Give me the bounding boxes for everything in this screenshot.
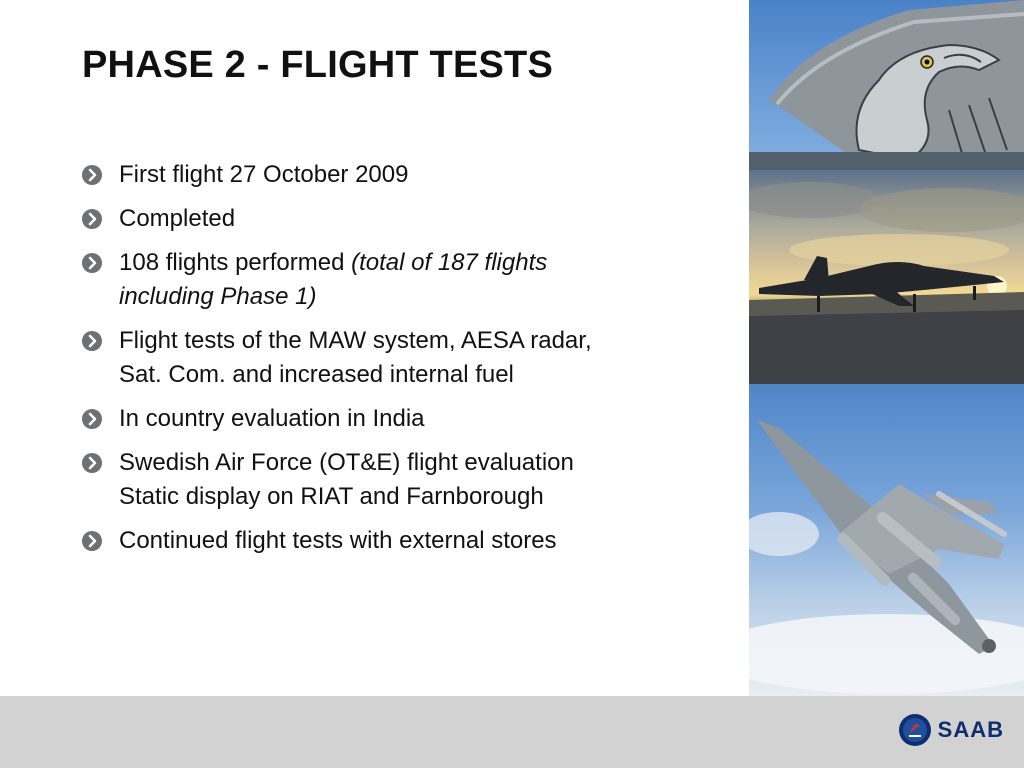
saab-logo <box>898 713 1004 747</box>
bullet-text-line1: Flight tests of the MAW system, AESA radar, <box>119 327 592 354</box>
bullet-flights-performed <box>82 246 722 314</box>
bullet-note: (total of 187 flights <box>351 249 548 276</box>
bullet-first-flight <box>82 158 722 192</box>
bullet-note-continued: including Phase 1) <box>119 283 317 310</box>
bullet-india-evaluation <box>82 402 722 436</box>
jet-in-flight-with-stores-image <box>749 384 1024 696</box>
bullet-text: First flight 27 October 2009 <box>119 161 409 188</box>
chevron-right-icon <box>82 409 102 429</box>
bullet-swedish-air-force <box>82 446 722 514</box>
chevron-right-icon <box>82 253 102 273</box>
bullet-list <box>82 158 722 568</box>
chevron-right-icon <box>82 453 102 473</box>
bullet-text: 108 flights performed <box>119 249 352 276</box>
slide-title: PHASE 2 - FLIGHT TESTS <box>82 44 553 86</box>
chevron-right-icon <box>82 209 102 229</box>
saab-wordmark: SAAB <box>937 717 1004 742</box>
bullet-text: Completed <box>119 205 236 232</box>
bullet-text: Continued flight tests with external stores <box>119 527 557 554</box>
bullet-text: In country evaluation in India <box>119 405 425 432</box>
footer-bar <box>0 696 1024 768</box>
bullet-completed <box>82 202 722 236</box>
bullet-text-line2: Static display on RIAT and Farnborough <box>119 483 544 510</box>
bullet-flight-tests-systems <box>82 324 722 392</box>
bullet-text-line2: Sat. Com. and increased internal fuel <box>119 361 514 388</box>
eagle-tail-emblem-image <box>749 0 1024 170</box>
bullet-external-stores <box>82 524 722 558</box>
chevron-right-icon <box>82 531 102 551</box>
chevron-right-icon <box>82 165 102 185</box>
jet-on-runway-sunset-image <box>749 170 1024 384</box>
bullet-text-line1: Swedish Air Force (OT&E) flight evaluation <box>119 449 574 476</box>
saab-emblem-icon <box>898 713 932 747</box>
chevron-right-icon <box>82 331 102 351</box>
